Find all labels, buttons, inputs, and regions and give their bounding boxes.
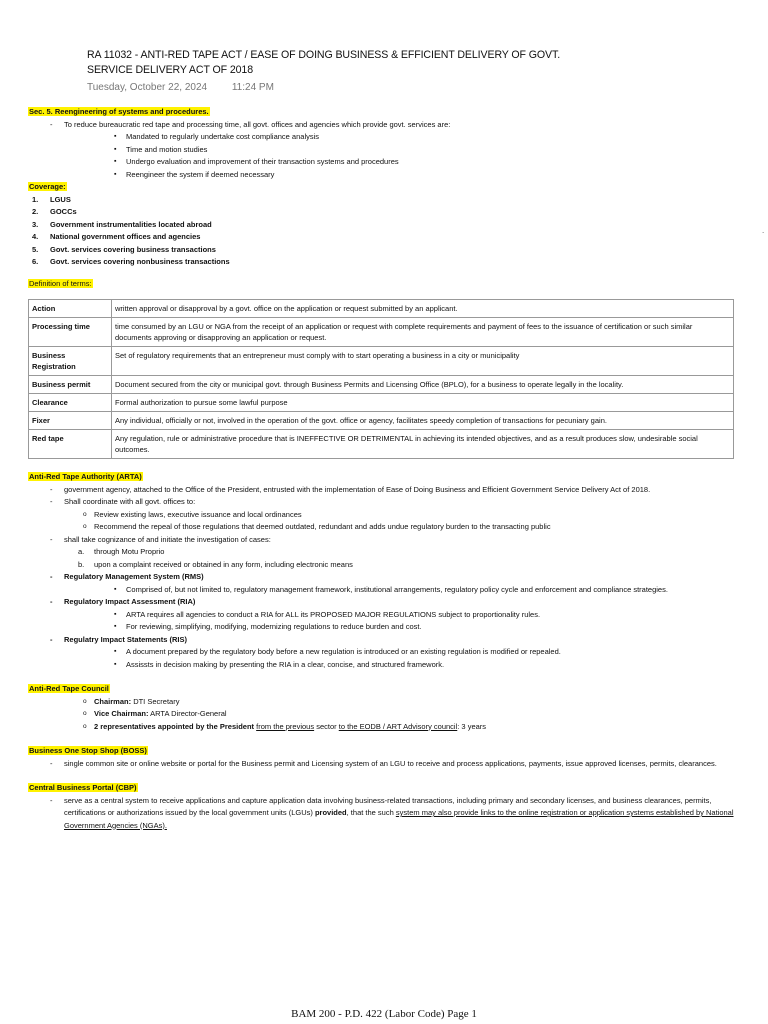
coverage-item: 4. National government offices and agencies <box>32 232 201 241</box>
page-dateline <box>87 82 296 93</box>
coverage-item: 5. Govt. services covering business transactions <box>32 244 216 254</box>
coverage-item: 6. Govt. services covering nonbusiness transactions <box>32 257 230 266</box>
ria-item: ▪ ARTA requires all agencies to conduct a RIA for ALL its PROPOSED MAJOR REGULATIONS subject to proportionality rules. <box>28 609 740 622</box>
arta-definition: - government agency, attached to the Office of the President, entrusted with the implementation of Ease of Doing Business and Efficient Government Service Delivery Act of 2018. <box>28 484 740 497</box>
coverage-item: 2. GOCCs <box>32 207 77 216</box>
sec5-heading: Sec. 5. Reengineering of systems and procedures. <box>29 107 209 116</box>
arta-cognizance-item: b. upon a complaint received or obtained in any form, including electronic means <box>78 559 353 569</box>
table-row: Clearance Formal authorization to pursue some lawful purpose <box>29 394 734 412</box>
council-vice-chairman: o Vice Chairman: ARTA Director-General <box>28 708 740 721</box>
table-row: Business Registration Set of regulatory requirements that an entrepreneur must comply with to start operating a business in a city or municipality <box>29 347 734 376</box>
definitions-heading: Definition of terms: <box>29 278 92 288</box>
table-row: Red tape Any regulation, rule or administrative procedure that is INEFFECTIVE OR DETRIMENTAL in achieving its intended objectives, and as a result produces slow, undesirable social outcomes. <box>29 430 734 459</box>
ris-item: ▪ Assissts in decision making by presenting the RIA in a clear, concise, and structured framework. <box>28 659 740 672</box>
table-row: Business permit Document secured from the city or municipal govt. through Business Permits and Licensing Office (BPLO), for a business to operate legally in the locality. <box>29 376 734 394</box>
arta-coordinate-item: o Recommend the repeal of those regulations that deemed outdated, redundant and adds undue regulatory burden to the transacting public <box>28 521 740 534</box>
note-content <box>28 106 740 832</box>
page-date: Tuesday, October 22, 2024 <box>87 82 208 93</box>
sec5-item: ▪ Undergo evaluation and improvement of their transaction systems and procedures <box>28 156 740 169</box>
table-row: Fixer Any individual, officially or not, involved in the operation of the govt. office or agency, facilitates speedy completion of transactions for pecuniary gain. <box>29 412 734 430</box>
coverage-item: 3. Government instrumentalities located abroad <box>32 219 212 229</box>
coverage-section <box>28 181 740 269</box>
table-row: Processing time time consumed by an LGU or NGA from the receipt of an application or request with complete requirements and payment of fees to the issuance of certification or such similar documents approving or disapproving an application or request. <box>29 318 734 347</box>
arta-cognizance: - shall take cognizance of and initiate the investigation of cases: <box>28 534 740 547</box>
council-heading: Anti-Red Tape Council <box>29 684 109 693</box>
rms-item: ▪ Comprised of, but not limited to, regulatory management framework, institutional arrangements, regulatory policy cycle and enforcement and compliance strategies. <box>28 584 740 597</box>
definitions-section <box>28 278 740 460</box>
cbp-heading: Central Business Portal (CBP) <box>29 783 137 792</box>
cbp-text: - serve as a central system to receive applications and capture application data involving business-related transactions, including primary and secondary licenses, and business clearances, permits, certifications or authorizations issued by the local government units (LGUs) provided, that the such system may also provide links to the online registration or application systems established by National Government Agencies (NGAs). <box>28 795 740 833</box>
page-time: 11:24 PM <box>231 82 274 93</box>
sec5-item: ▪ Time and motion studies <box>28 144 740 157</box>
boss-text: - single common site or online website or portal for the Business permit and Licensing system of an LGU to receive and process applications, payments, issue approved licenses, permits, clearances. <box>28 758 740 771</box>
coverage-item: 1. LGUS <box>32 194 71 204</box>
sec5-section <box>28 106 740 181</box>
boss-heading: Business One Stop Shop (BOSS) <box>29 746 147 755</box>
arta-section <box>28 471 740 671</box>
arta-cognizance-item: a. through Motu Proprio <box>78 547 165 556</box>
boss-section <box>28 745 740 770</box>
sec5-item: ▪ Mandated to regularly undertake cost compliance analysis <box>28 131 740 144</box>
council-chairman: o Chairman: DTI Secretary <box>28 696 740 709</box>
council-section <box>28 683 740 733</box>
page-title: RA 11032 - ANTI-RED TAPE ACT / EASE OF DOING BUSINESS & EFFICIENT DELIVERY OF GOVT. SERVICE DELIVERY ACT OF 2018 <box>87 49 561 76</box>
definitions-table <box>28 299 734 459</box>
table-row: Action written approval or disapproval by a govt. office on the application or request submitted by an applicant. <box>29 300 734 318</box>
page-footer: BAM 200 - P.D. 422 (Labor Code) Page 1 <box>291 1008 477 1020</box>
council-representatives: o 2 representatives appointed by the President from the previous sector to the EODB / ART Advisory council: 3 years <box>28 721 740 734</box>
sec5-item: ▪ Reengineer the system if deemed necessary <box>28 169 740 182</box>
ria-heading: - Regulatory Impact Assessment (RIA) <box>28 596 740 609</box>
coverage-heading: Coverage: <box>29 182 66 191</box>
arta-heading: Anti-Red Tape Authority (ARTA) <box>29 472 142 481</box>
sec5-intro: - To reduce bureaucratic red tape and processing time, all govt. offices and agencies which provide govt. services are: <box>28 119 740 132</box>
ria-item: ▪ For reviewing, simplifying, modifying, modernizing regulations to reduce burden and cost. <box>28 621 740 634</box>
rms-heading: - Regulatory Management System (RMS) <box>28 571 740 584</box>
ris-heading: - Regulatry Impact Statements (RIS) <box>28 634 740 647</box>
stray-mark: . <box>762 226 765 235</box>
cbp-section <box>28 782 740 832</box>
ris-item: ▪ A document prepared by the regulatory body before a new regulation is introduced or an existing regulation is modified or repealed. <box>28 646 740 659</box>
arta-coordinate-item: o Review existing laws, executive issuance and local ordinances <box>28 509 740 522</box>
arta-coordinate: - Shall coordinate with all govt. offices to: <box>28 496 740 509</box>
